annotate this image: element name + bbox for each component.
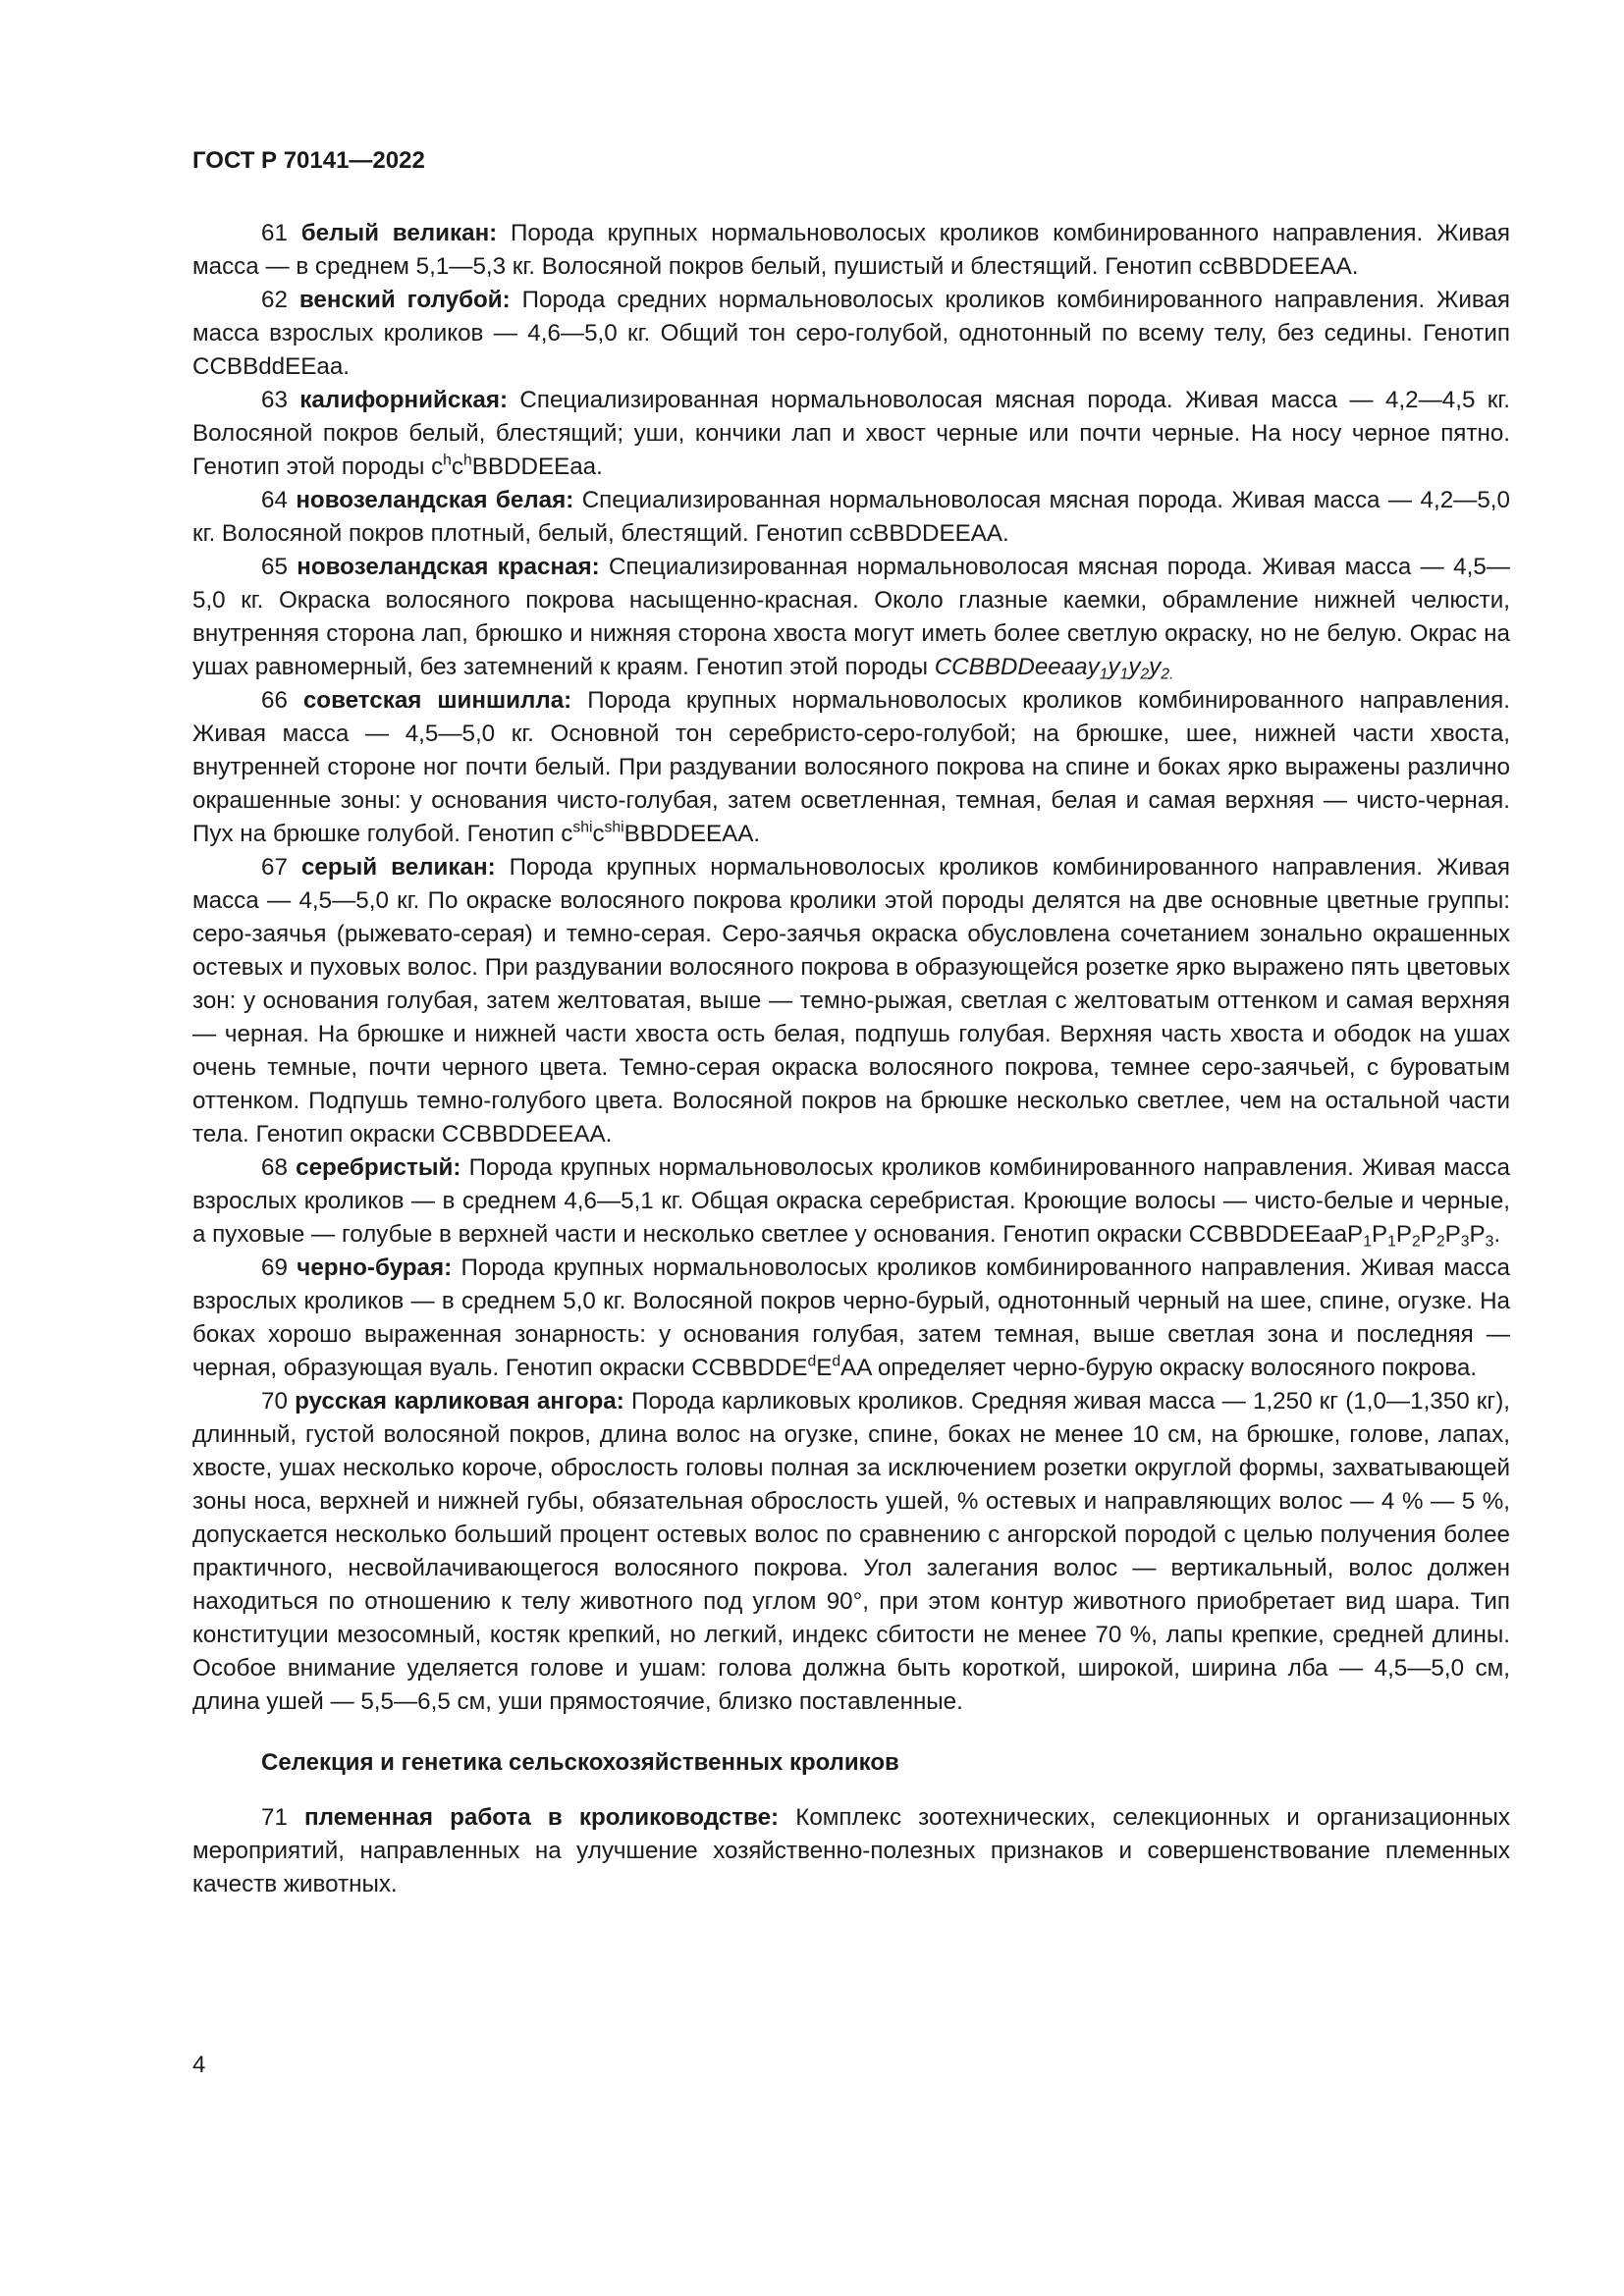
term-entry (192, 851, 1510, 1151)
term-number: 64 (261, 487, 288, 513)
genotype-part: 2 (1411, 1233, 1421, 1251)
term-definition: Порода крупных нормальноволосых кроликов комбинированного направления. Живая масса взрослых кроликов — в среднем 4,6—5,1 кг. Общая окраска серебристая. Кроющие волосы — чисто-белые и черные, а пуховые — голубые в верхней части и несколько светлее у основания. Генотип окраски (192, 1154, 1510, 1248)
genotype-part: h (463, 452, 472, 469)
term-number: 71 (261, 1804, 288, 1831)
term-entry (192, 284, 1510, 384)
genotype-part: CCBBDDeeaay (934, 654, 1100, 680)
term-number: 65 (261, 554, 288, 580)
term-name: племенная работа в кролиководстве: (304, 1804, 780, 1831)
genotype-part: CCBBDDEEaaP (1188, 1221, 1364, 1248)
terms-list-continued (192, 1801, 1510, 1901)
term-number: 70 (261, 1388, 288, 1415)
genotype-part: d (832, 1353, 841, 1370)
term-entry (192, 1252, 1510, 1385)
genotype-part: y (1149, 654, 1162, 680)
genotype-part: E (816, 1355, 833, 1381)
genotype-part: c (431, 454, 444, 480)
term-entry (192, 217, 1510, 284)
genotype-part: d (807, 1353, 817, 1370)
term-name: черно-бурая: (297, 1255, 453, 1281)
term-name: серый великан: (300, 854, 496, 881)
genotype-part: 2. (1161, 666, 1174, 683)
genotype-part: P (1444, 1221, 1461, 1248)
term-entry (192, 484, 1510, 551)
genotype-formula (691, 1355, 871, 1381)
term-entry (192, 1385, 1510, 1719)
term-definition: Порода крупных нормальноволосых кроликов комбинированного направления. Живая масса взрослых кроликов — в среднем 5,0 кг. Волосяной покров черно-бурый, однотонный черный на шее, спине, огузке. На боках хорошо выраженная зонарность: у основания голубая, затем темная, выше светлая зона и последняя — черная, образующая вуаль. Генотип окраски (192, 1255, 1510, 1381)
document-body (192, 217, 1510, 1901)
genotype-formula (934, 654, 1174, 683)
genotype-part: 2 (1140, 666, 1150, 683)
term-number: 66 (261, 687, 288, 714)
term-definition: Порода крупных нормальноволосых кроликов комбинированного направления. Живая масса — в среднем 5,1—5,3 кг. Волосяной покров белый, пушистый и блестящий. Генотип ccBBDDEEAA. (192, 220, 1510, 280)
term-name: русская карликовая ангора: (295, 1388, 624, 1415)
term-name: серебристый: (296, 1154, 461, 1181)
genotype-part: 1 (1363, 1233, 1372, 1251)
term-number: 69 (261, 1255, 288, 1281)
genotype-part: h (443, 452, 452, 469)
genotype-part: 1 (1119, 666, 1129, 683)
term-number: 62 (261, 287, 288, 313)
term-definition: Специализированная нормальноволосая мясная порода. Живая масса — 4,2—4,5 кг. Волосяной покров белый, блестящий; уши, кончики лап и хвост черные или почти черные. На носу черное пятно. Генотип этой породы (192, 387, 1510, 480)
term-name: советская шиншилла: (302, 687, 572, 714)
genotype-part: BBDDEEAA. (623, 821, 761, 847)
term-definition: Комплекс зоотехнических, селекционных и организационных мероприятий, направленных на улучшение хозяйственно-полезных признаков и совершенствование племенных качеств животных. (192, 1804, 1510, 1897)
genotype-formula (1188, 1221, 1501, 1251)
term-definition-tail: определяет черно-бурую окраску волосяного покрова. (871, 1355, 1478, 1381)
genotype-part: c (592, 821, 605, 847)
term-definition: Специализированная нормальноволосая мясная порода. Живая масса — 4,2—5,0 кг. Волосяной покров плотный, белый, блестящий. Генотип ccBBDDEEAA. (192, 487, 1510, 547)
term-number: 68 (261, 1154, 288, 1181)
genotype-part: BBDDEEaa. (471, 454, 603, 480)
page-number: 4 (192, 2052, 206, 2078)
term-entry (192, 684, 1510, 851)
genotype-formula (431, 454, 603, 480)
genotype-part: 3 (1485, 1233, 1494, 1251)
term-number: 63 (261, 387, 288, 413)
genotype-part: AA (840, 1355, 872, 1381)
term-name: новозеландская красная: (297, 554, 600, 580)
genotype-part: . (1493, 1221, 1501, 1248)
term-definition: Порода крупных нормальноволосых кроликов комбинированного направления. Живая масса — 4,5—5,0 кг. Основной тон серебристо-серо-голубой; на брюшке, шее, нижней части хвоста, внутренней стороне ног почти белый. При раздувании волосяного покрова на спине и боках ярко выражены различно окрашенные зоны: у основания чисто-голубая, затем осветленная, темная, белая и самая верхняя — чисто-черная. Пух на брюшке голубой. Генотип (192, 687, 1510, 847)
term-number: 67 (261, 854, 288, 881)
term-name: белый великан: (300, 220, 498, 246)
genotype-part: c (451, 454, 463, 480)
standard-designation: ГОСТ Р 70141—2022 (192, 147, 425, 174)
term-entry (192, 1151, 1510, 1252)
term-entry (192, 1801, 1510, 1901)
term-definition: Порода карликовых кроликов. Средняя живая масса — 1,250 кг (1,0—1,350 кг), длинный, густой волосяной покров, длина волос на огузке, спине, боках не менее 10 см, на брюшке, голове, лапах, хвосте, ушах несколько короче, оброслость головы полная за исключением розетки округлой формы, захватывающей зоны носа, верхней и нижней губы, обязательная оброслость ушей, % остевых и направляющих волос — 4 % — 5 %, допускается несколько больший процент остевых волос по сравнению с ангорской породой с целью получения более практичного, несвойлачивающегося волосяного покрова. Угол залегания волос — вертикальный, волос должен находиться по отношению к телу животного под углом 90°, при этом контур животного приобретает вид шара. Тип конституции мезосомный, костяк крепкий, но легкий, индекс сбитости не менее 70 %, лапы крепкие, средней длины. Особое внимание уделяется голове и ушам: голова должна быть короткой, широкой, ширина лба — 4,5—5,0 см, длина ушей — 5,5—6,5 см, уши прямостоячие, близко поставленные. (192, 1388, 1510, 1715)
genotype-part: P (1371, 1221, 1388, 1248)
genotype-part: shi (604, 819, 624, 836)
genotype-part: 2 (1435, 1233, 1445, 1251)
genotype-part: CCBBDDE (691, 1355, 808, 1381)
term-number: 61 (261, 220, 288, 246)
genotype-part: c (561, 821, 573, 847)
genotype-part: P (1395, 1221, 1412, 1248)
term-name: калифорнийская: (299, 387, 509, 413)
term-entry (192, 551, 1510, 684)
genotype-part: 1 (1099, 666, 1109, 683)
genotype-part: 3 (1460, 1233, 1470, 1251)
terms-list (192, 217, 1510, 1719)
term-entry (192, 384, 1510, 484)
genotype-part: shi (572, 819, 593, 836)
term-name: новозеландская белая: (296, 487, 574, 513)
genotype-part: P (1420, 1221, 1436, 1248)
term-definition: Специализированная нормальноволосая мясная порода. Живая масса — 4,5—5,0 кг. Окраска волосяного покрова насыщенно-красная. Около глазные каемки, обрамление нижней челюсти, внутренняя сторона лап, брюшко и нижняя сторона хвоста могут иметь более светлую окраску, но не белую. Окрас на ушах равномерный, без затемнений к краям. Генотип этой породы (192, 554, 1510, 680)
genotype-formula (561, 821, 760, 847)
subsection-heading: Селекция и генетика сельскохозяйственных кроликов (261, 1749, 899, 1776)
term-definition: Порода средних нормальноволосых кроликов комбинированного направления. Живая масса взрослых кроликов — 4,6—5,0 кг. Общий тон серо-голубой, однотонный по всему телу, без седины. Генотип CCBBddEEaa. (192, 287, 1510, 380)
genotype-part: 1 (1387, 1233, 1396, 1251)
term-definition: Порода крупных нормальноволосых кроликов комбинированного направления. Живая масса — 4,5—5,0 кг. По окраске волосяного покрова кролики этой породы делятся на две основные цветные группы: серо-заячья (рыжевато-серая) и темно-серая. Серо-заячья окраска обусловлена сочетанием зонально окрашенных остевых и пуховых волос. При раздувании волосяного покрова в образующейся розетке ярко выражено пять цветовых зон: у основания голубая, затем желтоватая, выше — темно-рыжая, светлая с желтоватым оттенком и самая верхняя — черная. На брюшке и нижней части хвоста ость белая, подпушь голубая. Верхняя часть хвоста и ободок на ушах очень темные, почти черного цвета. Темно-серая окраска волосяного покрова, темнее серо-заячьей, с буроватым оттенком. Подпушь темно-голубого цвета. Волосяной покров на брюшке несколько светлее, чем на остальной части тела. Генотип окраски CCBBDDEEAA. (192, 854, 1510, 1148)
genotype-part: y (1108, 654, 1120, 680)
genotype-part: y (1128, 654, 1141, 680)
term-name: венский голубой: (298, 287, 511, 313)
genotype-part: P (1469, 1221, 1486, 1248)
